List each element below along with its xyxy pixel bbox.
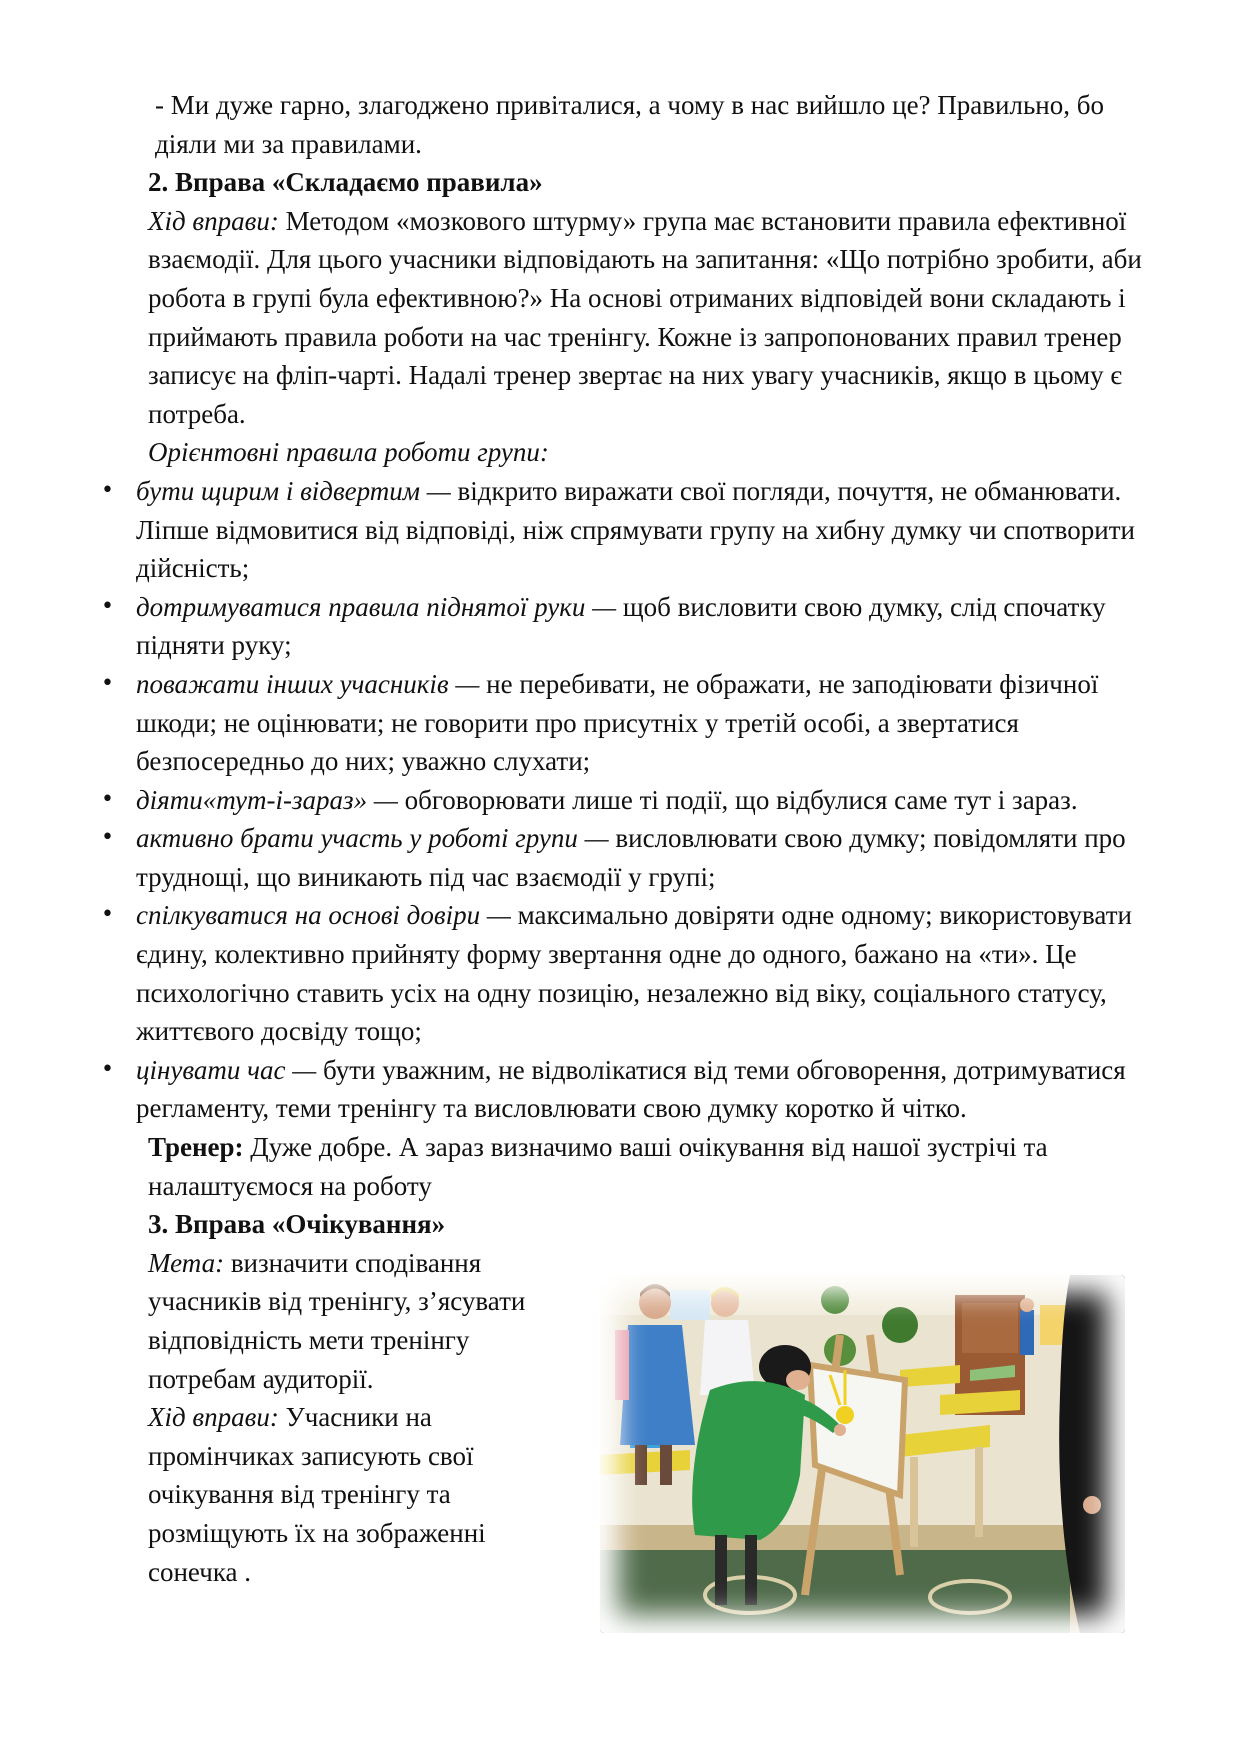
rule-term: поважати інших учасників — (136, 668, 480, 699)
rule-item (136, 1051, 1148, 1128)
rule-text: відкрито виражати свої погляди, почуття, не обманювати. Ліпше відмовитися від відповіді, ніж спрямувати групу на хибну думку чи спотворити дійсність; (136, 475, 1135, 584)
person-leg (635, 1445, 647, 1485)
exercise3-goal-label: Мета: (148, 1247, 225, 1278)
exercise2-title: 2. Вправа «Складаємо правила» (148, 167, 543, 198)
rule-text: бути уважним, не відволікатися від теми обговорення, дотримуватися регламенту, теми тренінгу та висловлювати свою думку коротко й чітко. (136, 1054, 1126, 1124)
person-arm (615, 1330, 629, 1400)
person-gown (620, 1325, 695, 1445)
rule-term: бути щирим і відвертим — (136, 475, 451, 506)
rule-term: спілкуватися на основі довіри — (136, 900, 511, 931)
person-hand (1083, 1496, 1101, 1514)
rule-text: обговорювати лише ті події, що відбулися саме тут і зараз. (397, 784, 1078, 815)
wall-picture (670, 1290, 710, 1320)
exercise3-course-label: Хід вправи: (148, 1402, 279, 1433)
trainer-paragraph (148, 1128, 1148, 1205)
person-leg (715, 1535, 727, 1605)
exercise3-course-text: Учасники на промінчиках записують свої очікування від тренінгу та розміщують їх на зображенні сонечка . (148, 1402, 486, 1587)
rule-term: активно брати участь у роботі групи — (136, 823, 609, 854)
figure-toy (1020, 1310, 1034, 1355)
plant (821, 1286, 849, 1314)
exercise3-goal-paragraph (148, 1244, 578, 1398)
rule-term: цінувати час — (136, 1054, 317, 1085)
rules-heading: Орієнтовні правила роботи групи: (148, 437, 549, 468)
rule-text: не перебивати, не ображати, не заподіювати фізичної шкоди; не оцінювати; не говорити про присутніх у третій особі, а звертатися безпосередньо до них; уважно слухати; (136, 668, 1099, 777)
person-hand (834, 1424, 846, 1436)
rule-item (136, 819, 1148, 896)
intro-paragraph: - Ми дуже гарно, злагоджено привіталися, а чому в нас вийшло це? Правильно, бо діяли ми за правилами. (155, 90, 1104, 159)
rule-term: дотримуватися правила піднятої руки — (136, 591, 617, 622)
rule-text: максимально довіряти одне одному; використовувати єдину, колективно прийняту форму звертання одне до одного, бажано на «ти». Це психологічно ставить усіх на одну позицію, незалежно від віку, соціального статусу, життєвого досвіду тощо; (136, 900, 1132, 1047)
rule-term: діяти«тут-і-зараз» — (136, 784, 398, 815)
rules-list (136, 472, 1148, 1128)
trainer-text: Дуже добре. А зараз визначимо ваші очікування від нашої зустрічі та налаштуємося на роботу (148, 1132, 1048, 1201)
person-leg (660, 1445, 672, 1485)
rule-item (136, 665, 1148, 781)
rule-text: щоб висловити свою думку, слід спочатку підняти руку; (136, 591, 1106, 661)
exercise3-course-paragraph (148, 1398, 578, 1591)
carpet (600, 1550, 1070, 1633)
exercise2-course-text: Методом «мозкового штурму» група має встановити правила ефективної взаємодії. Для цього учасники відповідають на запитання: «Що потрібно зробити, аби робота в групі була ефективною?» На основі отриманих відповідей вони складають і приймають правила роботи на час тренінгу. Кожне із запропонованих правил тренер записує на фліп-чарті. Надалі тренер звертає на них увагу учасників, якщо в цьому є потреба. (148, 205, 1142, 429)
sun-drawing (836, 1406, 854, 1424)
desk-leg (975, 1447, 983, 1537)
rule-text: висловлювати свою думку; повідомляти про труднощі, що виникають під час взаємодії у групі; (136, 823, 1126, 892)
classroom-illustration (600, 1275, 1125, 1633)
desk-leg (910, 1457, 918, 1547)
person-leg (745, 1535, 757, 1605)
exercise3-goal-text: визначити сподівання учасників від тренінгу, з’ясувати відповідність мети тренінгу потребам аудиторії. (148, 1247, 526, 1394)
person-face (786, 1370, 810, 1390)
exercise3-title: 3. Вправа «Очікування» (148, 1209, 446, 1240)
figure-toy-head (1020, 1298, 1034, 1312)
rule-item (136, 781, 1148, 820)
exercise2-course-paragraph (148, 202, 1148, 434)
rule-item (136, 588, 1148, 665)
trainer-label: Тренер: (148, 1132, 244, 1163)
exercise2-course-label: Хід вправи: (148, 205, 279, 236)
rule-item (136, 472, 1148, 588)
training-photo (600, 1275, 1125, 1633)
door-panel (962, 1303, 1018, 1353)
rule-item (136, 896, 1148, 1050)
plant (882, 1307, 918, 1343)
